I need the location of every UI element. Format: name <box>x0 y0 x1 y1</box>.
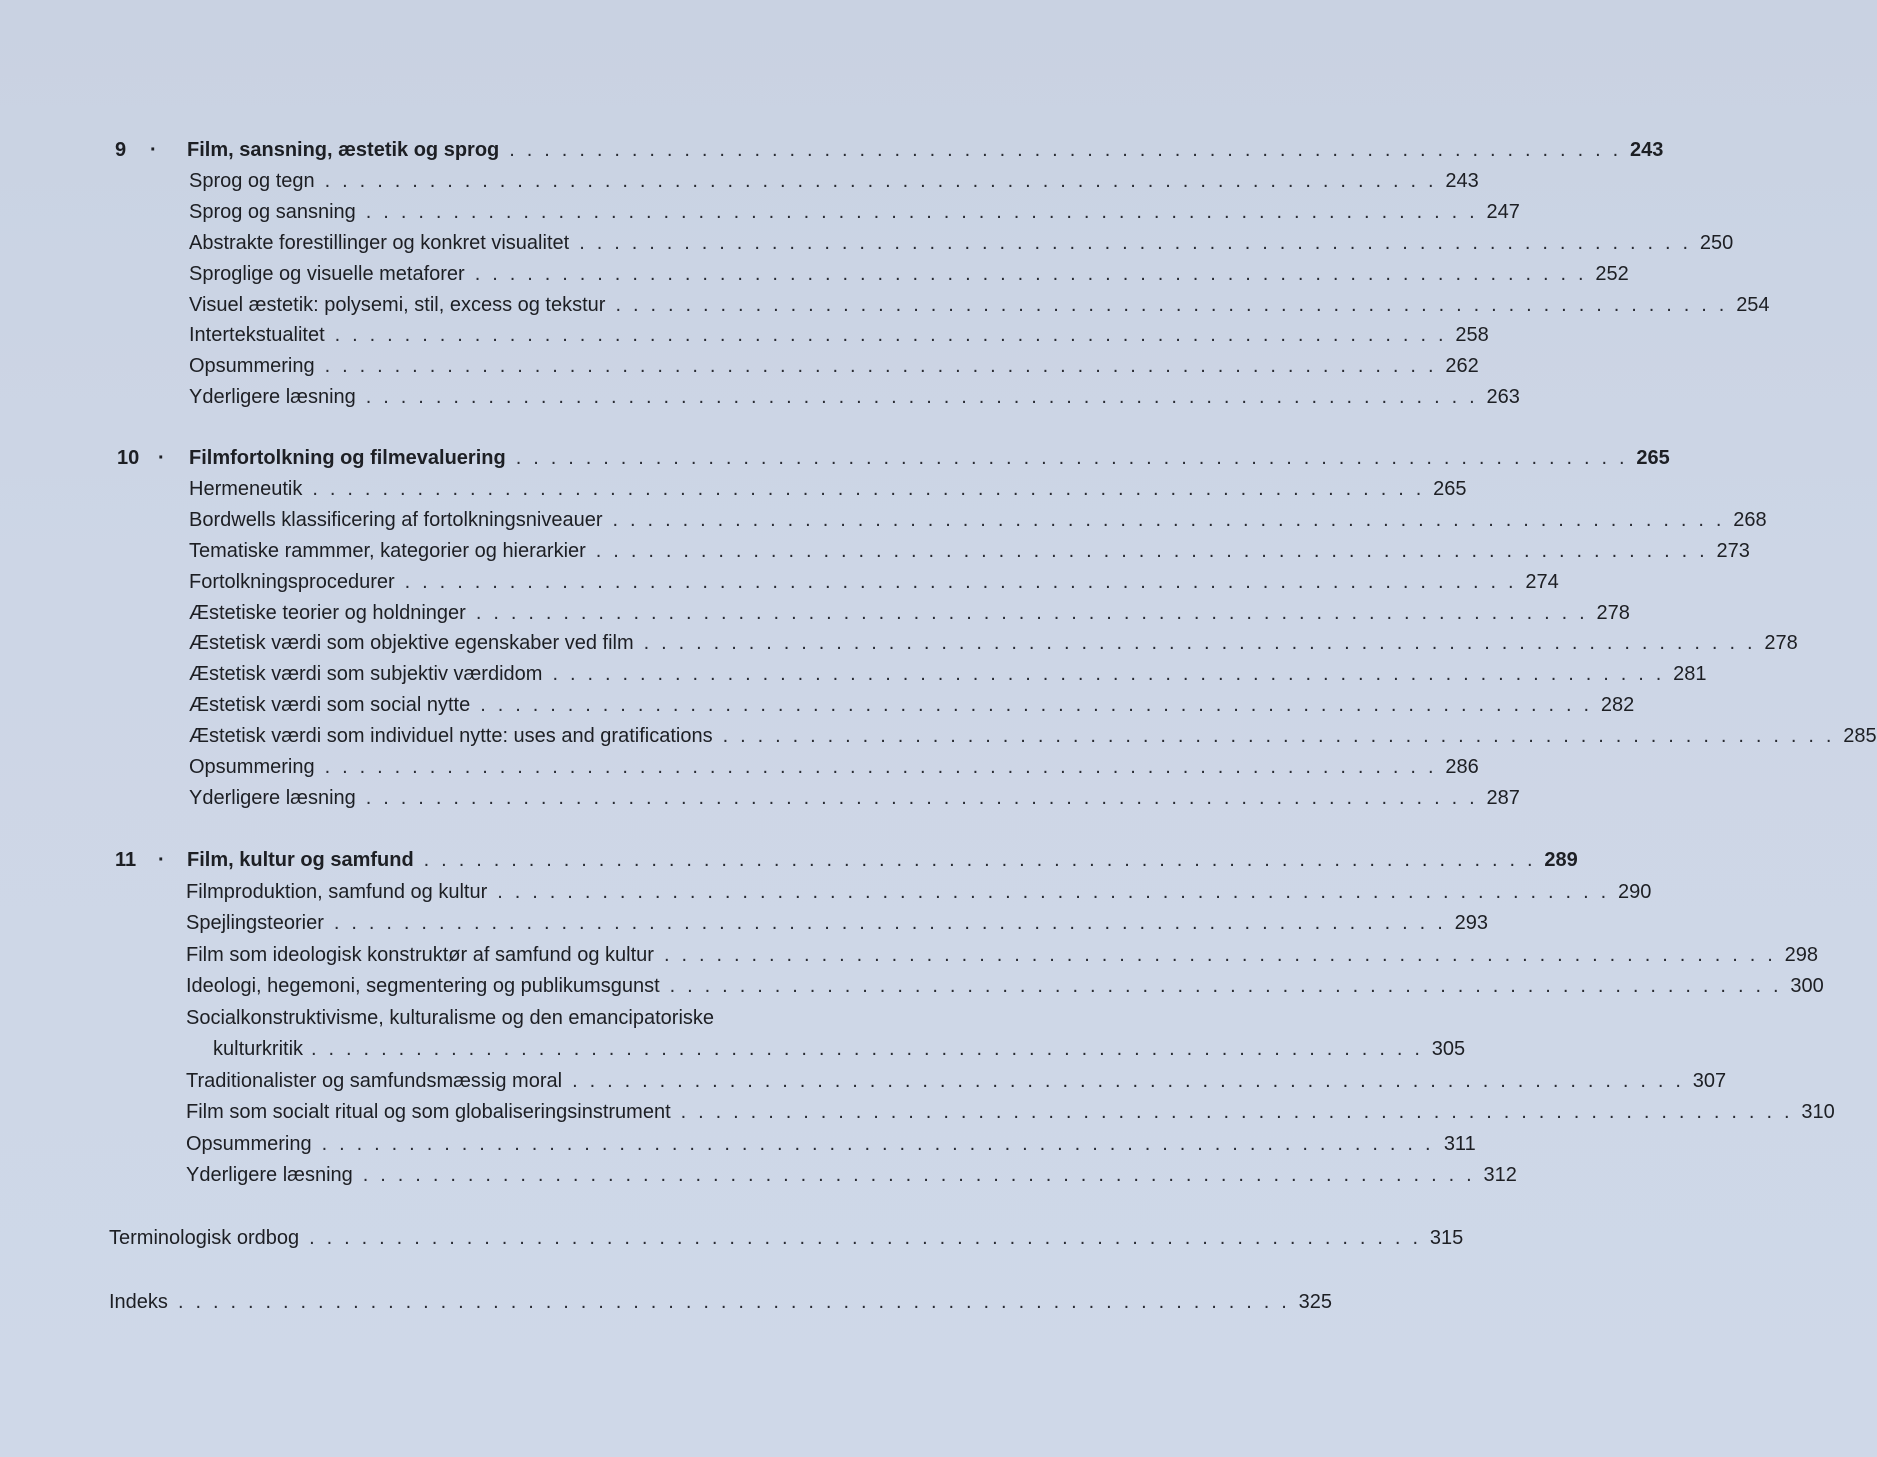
section-page-number: 300 <box>1790 975 1824 997</box>
leader-dots: . . . . . . . . . . . . . . . . . . . . . . . . . . . . . . . . . . . . . . . . . . . . . . . . . . . . . . . . . . . . . . . . <box>365 200 1478 223</box>
chapter-bullet-glyph: · <box>150 139 157 161</box>
leader-dots: . . . . . . . . . . . . . . . . . . . . . . . . . . . . . . . . . . . . . . . . . . . . . . . . . . . . . . . . . . . . . . . . <box>515 447 1628 469</box>
section-title: Æstetisk værdi som social nytte <box>189 694 471 717</box>
chapter-number <box>115 134 155 164</box>
chapter-bullet-glyph: · <box>158 447 165 469</box>
toc-entry[interactable] <box>189 289 1770 319</box>
section-title: Bordwells klassificering af fortolkningsniveauer <box>189 508 603 531</box>
section-title: Yderligere læsning <box>189 786 356 809</box>
chapter-bullet <box>150 134 162 164</box>
toc-entry[interactable] <box>186 1159 1517 1189</box>
section-title: Sprog og tegn <box>189 169 315 192</box>
toc-entry[interactable] <box>189 504 1767 534</box>
toc-entry[interactable] <box>189 258 1629 288</box>
toc-entry[interactable] <box>186 876 1652 906</box>
leader-dots: . . . . . . . . . . . . . . . . . . . . . . . . . . . . . . . . . . . . . . . . . . . . . . . . . . . . . . . . . . . . . . . . <box>321 1132 1434 1155</box>
leader-dots: . . . . . . . . . . . . . . . . . . . . . . . . . . . . . . . . . . . . . . . . . . . . . . . . . . . . . . . . . . . . . . . . <box>324 169 1437 192</box>
chapter-title: Film, sansning, æstetik og sprog <box>187 139 500 161</box>
toc-entry[interactable] <box>189 227 1734 257</box>
leader-dots: . . . . . . . . . . . . . . . . . . . . . . . . . . . . . . . . . . . . . . . . . . . . . . . . . . . . . . . . . . . . . . . . <box>312 477 1425 500</box>
leader-dots: . . . . . . . . . . . . . . . . . . . . . . . . . . . . . . . . . . . . . . . . . . . . . . . . . . . . . . . . . . . . . . . . <box>509 139 1622 161</box>
leader-dots: . . . . . . . . . . . . . . . . . . . . . . . . . . . . . . . . . . . . . . . . . . . . . . . . . . . . . . . . . . . . . . . . <box>552 663 1665 686</box>
section-title: Opsummering <box>189 756 315 778</box>
leader-dots: . . . . . . . . . . . . . . . . . . . . . . . . . . . . . . . . . . . . . . . . . . . . . . . . . . . . . . . . . . . . . . . . <box>324 756 1437 778</box>
section-page-number: 250 <box>1699 231 1734 254</box>
toc-entry[interactable] <box>213 1033 1466 1063</box>
toc-entry[interactable] <box>189 566 1559 596</box>
back-matter-entry[interactable] <box>109 1286 1333 1316</box>
section-title-continuation: kulturkritik <box>213 1038 304 1060</box>
section-title: Filmproduktion, samfund og kultur <box>186 880 488 903</box>
section-page-number: 247 <box>1486 200 1520 223</box>
toc-entry[interactable] <box>186 1065 1727 1095</box>
leader-dots: . . . . . . . . . . . . . . . . . . . . . . . . . . . . . . . . . . . . . . . . . . . . . . . . . . . . . . . . . . . . . . . . <box>334 324 1447 347</box>
section-title: Film som socialt ritual og som globaliseringsinstrument <box>186 1101 671 1123</box>
section-page-number: 258 <box>1455 324 1489 347</box>
section-page-number: 262 <box>1445 355 1479 378</box>
section-page-number: 281 <box>1673 663 1707 686</box>
section-title: Intertekstualitet <box>189 324 325 347</box>
section-title: Visuel æstetik: polysemi, stil, excess og tekstur <box>189 293 606 316</box>
toc-entry[interactable] <box>186 1096 1835 1126</box>
leader-dots: . . . . . . . . . . . . . . . . . . . . . . . . . . . . . . . . . . . . . . . . . . . . . . . . . . . . . . . . . . . . . . . . <box>579 231 1692 254</box>
section-page-number: 268 <box>1733 508 1767 531</box>
section-title: Abstrakte forestillinger og konkret visualitet <box>189 231 570 254</box>
back-matter-entry[interactable] <box>109 1222 1464 1252</box>
section-title: Film som ideologisk konstruktør af samfund og kultur <box>186 943 654 966</box>
section-title: Socialkonstruktivisme, kulturalisme og den emancipatoriske <box>186 1006 715 1029</box>
section-page-number: 298 <box>1784 943 1819 966</box>
chapter-number <box>117 442 157 472</box>
chapter-number-text: 9 <box>115 139 127 161</box>
section-title: Æstetisk værdi som objektive egenskaber ved film <box>189 632 634 655</box>
toc-entry[interactable] <box>186 970 1824 1000</box>
section-page-number: 254 <box>1736 293 1770 316</box>
section-title: Ideologi, hegemoni, segmentering og publikumsgunst <box>186 975 660 997</box>
leader-dots: . . . . . . . . . . . . . . . . . . . . . . . . . . . . . . . . . . . . . . . . . . . . . . . . . . . . . . . . . . . . . . . . <box>663 943 1777 966</box>
section-page-number: 282 <box>1600 694 1635 717</box>
chapter-heading-10[interactable] <box>189 442 1670 472</box>
back-matter-page-number: 315 <box>1429 1227 1464 1249</box>
toc-entry[interactable] <box>186 939 1819 969</box>
leader-dots: . . . . . . . . . . . . . . . . . . . . . . . . . . . . . . . . . . . . . . . . . . . . . . . . . . . . . . . . . . . . . . . . <box>333 912 1446 934</box>
toc-entry[interactable] <box>189 689 1635 719</box>
chapter-bullet-glyph: · <box>158 849 165 871</box>
leader-dots: . . . . . . . . . . . . . . . . . . . . . . . . . . . . . . . . . . . . . . . . . . . . . . . . . . . . . . . . . . . . . . . . <box>615 293 1728 316</box>
section-page-number: 243 <box>1445 169 1479 192</box>
leader-dots: . . . . . . . . . . . . . . . . . . . . . . . . . . . . . . . . . . . . . . . . . . . . . . . . . . . . . . . . . . . . . . . . <box>362 1164 1475 1186</box>
section-title: Opsummering <box>186 1132 312 1155</box>
section-title: Tematiske rammmer, kategorier og hierarkier <box>189 539 586 562</box>
toc-entry[interactable] <box>189 381 1520 411</box>
section-page-number: 287 <box>1486 786 1520 809</box>
toc-entry[interactable] <box>189 658 1707 688</box>
leader-dots: . . . . . . . . . . . . . . . . . . . . . . . . . . . . . . . . . . . . . . . . . . . . . . . . . . . . . . . . . . . . . . . . <box>722 725 1835 748</box>
section-page-number: 252 <box>1595 262 1629 285</box>
chapter-number-text: 10 <box>117 447 140 469</box>
chapter-heading-11[interactable] <box>187 844 1578 874</box>
toc-entry[interactable] <box>189 782 1520 812</box>
chapter-page-number: 265 <box>1636 447 1670 469</box>
toc-entry[interactable] <box>186 1128 1476 1158</box>
toc-entry[interactable] <box>189 751 1479 781</box>
chapter-page-number: 243 <box>1629 139 1664 161</box>
section-page-number: 265 <box>1433 477 1467 500</box>
section-title: Yderligere læsning <box>189 386 356 409</box>
back-matter-page-number: 325 <box>1298 1291 1333 1313</box>
leader-dots: . . . . . . . . . . . . . . . . . . . . . . . . . . . . . . . . . . . . . . . . . . . . . . . . . . . . . . . . . . . . . . . . <box>474 262 1587 285</box>
section-page-number: 312 <box>1483 1164 1517 1186</box>
leader-dots: . . . . . . . . . . . . . . . . . . . . . . . . . . . . . . . . . . . . . . . . . . . . . . . . . . . . . . . . . . . . . . . . <box>365 786 1478 809</box>
toc-entry[interactable] <box>189 720 1877 750</box>
section-title: Spejlingsteorier <box>186 912 324 934</box>
section-title: Æstetisk værdi som subjektiv værdidom <box>189 663 543 686</box>
section-title: Hermeneutik <box>189 477 303 500</box>
toc-entry[interactable] <box>189 627 1798 657</box>
section-page-number: 286 <box>1445 756 1479 778</box>
leader-dots: . . . . . . . . . . . . . . . . . . . . . . . . . . . . . . . . . . . . . . . . . . . . . . . . . . . . . . . . . . . . . . . . <box>309 1227 1422 1249</box>
section-page-number: 273 <box>1716 539 1750 562</box>
section-title: Fortolkningsprocedurer <box>189 570 395 593</box>
leader-dots: . . . . . . . . . . . . . . . . . . . . . . . . . . . . . . . . . . . . . . . . . . . . . . . . . . . . . . . . . . . . . . . . <box>475 601 1588 624</box>
section-page-number: 263 <box>1486 386 1520 409</box>
leader-dots: . . . . . . . . . . . . . . . . . . . . . . . . . . . . . . . . . . . . . . . . . . . . . . . . . . . . . . . . . . . . . . . . <box>177 1291 1291 1313</box>
chapter-bullet <box>158 442 170 472</box>
chapter-title: Filmfortolkning og filmevaluering <box>189 447 506 469</box>
leader-dots: . . . . . . . . . . . . . . . . . . . . . . . . . . . . . . . . . . . . . . . . . . . . . . . . . . . . . . . . . . . . . . . . <box>311 1038 1424 1060</box>
section-title: Traditionalister og samfundsmæssig moral <box>186 1069 563 1092</box>
section-page-number: 290 <box>1617 880 1652 903</box>
toc-entry[interactable] <box>189 473 1467 503</box>
leader-dots: . . . . . . . . . . . . . . . . . . . . . . . . . . . . . . . . . . . . . . . . . . . . . . . . . . . . . . . . . . . . . . . . <box>423 849 1536 871</box>
leader-dots: . . . . . . . . . . . . . . . . . . . . . . . . . . . . . . . . . . . . . . . . . . . . . . . . . . . . . . . . . . . . . . . . <box>404 570 1517 593</box>
back-matter-title: Indeks <box>109 1291 168 1313</box>
leader-dots: . . . . . . . . . . . . . . . . . . . . . . . . . . . . . . . . . . . . . . . . . . . . . . . . . . . . . . . . . . . . . . . . <box>612 508 1725 531</box>
toc-entry[interactable] <box>189 165 1479 195</box>
section-page-number: 278 <box>1764 632 1798 655</box>
leader-dots: . . . . . . . . . . . . . . . . . . . . . . . . . . . . . . . . . . . . . . . . . . . . . . . . . . . . . . . . . . . . . . . . <box>497 880 1610 903</box>
section-page-number: 310 <box>1801 1101 1835 1123</box>
leader-dots: . . . . . . . . . . . . . . . . . . . . . . . . . . . . . . . . . . . . . . . . . . . . . . . . . . . . . . . . . . . . . . . . <box>643 632 1756 655</box>
section-page-number: 305 <box>1431 1038 1466 1060</box>
leader-dots: . . . . . . . . . . . . . . . . . . . . . . . . . . . . . . . . . . . . . . . . . . . . . . . . . . . . . . . . . . . . . . . . <box>680 1101 1793 1123</box>
section-page-number: 285 <box>1843 725 1877 748</box>
section-page-number: 293 <box>1454 912 1488 934</box>
leader-dots: . . . . . . . . . . . . . . . . . . . . . . . . . . . . . . . . . . . . . . . . . . . . . . . . . . . . . . . . . . . . . . . . <box>669 975 1782 997</box>
toc-entry[interactable] <box>189 535 1750 565</box>
chapter-number-text: 11 <box>115 849 137 871</box>
section-page-number: 311 <box>1443 1132 1476 1155</box>
section-title: Æstetisk værdi som individuel nytte: uses and gratifications <box>189 725 713 748</box>
toc-entry-line[interactable] <box>186 1002 860 1032</box>
section-page-number: 307 <box>1692 1069 1727 1092</box>
toc-entry[interactable] <box>189 597 1630 627</box>
section-title: Yderligere læsning <box>186 1164 353 1186</box>
leader-dots: . . . . . . . . . . . . . . . . . . . . . . . . . . . . . . . . . . . . . . . . . . . . . . . . . . . . . . . . . . . . . . . . <box>572 1069 1685 1092</box>
section-page-number: 274 <box>1525 570 1559 593</box>
toc-entry[interactable] <box>189 350 1479 380</box>
chapter-title: Film, kultur og samfund <box>187 849 414 871</box>
leader-dots: . . . . . . . . . . . . . . . . . . . . . . . . . . . . . . . . . . . . . . . . . . . . . . . . . . . . . . . . . . . . . . . . <box>365 386 1478 409</box>
section-title: Sproglige og visuelle metaforer <box>189 262 465 285</box>
chapter-number <box>115 844 155 874</box>
chapter-heading-9[interactable] <box>187 134 1664 164</box>
leader-dots: . . . . . . . . . . . . . . . . . . . . . . . . . . . . . . . . . . . . . . . . . . . . . . . . . . . . . . . . . . . . . . . . <box>324 355 1437 378</box>
section-page-number: 278 <box>1596 601 1630 624</box>
back-matter-title: Terminologisk ordbog <box>109 1227 300 1249</box>
toc-entry[interactable] <box>186 907 1488 937</box>
leader-dots: . . . . . . . . . . . . . . . . . . . . . . . . . . . . . . . . . . . . . . . . . . . . . . . . . . . . . . . . . . . . . . . . <box>480 694 1593 717</box>
section-title: Opsummering <box>189 355 315 378</box>
toc-entry[interactable] <box>189 319 1489 349</box>
chapter-page-number: 289 <box>1544 849 1578 871</box>
chapter-bullet <box>158 844 170 874</box>
leader-dots: . . . . . . . . . . . . . . . . . . . . . . . . . . . . . . . . . . . . . . . . . . . . . . . . . . . . . . . . . . . . . . . . <box>595 539 1708 562</box>
toc-entry[interactable] <box>189 196 1520 226</box>
section-title: Æstetiske teorier og holdninger <box>189 601 466 624</box>
section-title: Sprog og sansning <box>189 200 356 223</box>
